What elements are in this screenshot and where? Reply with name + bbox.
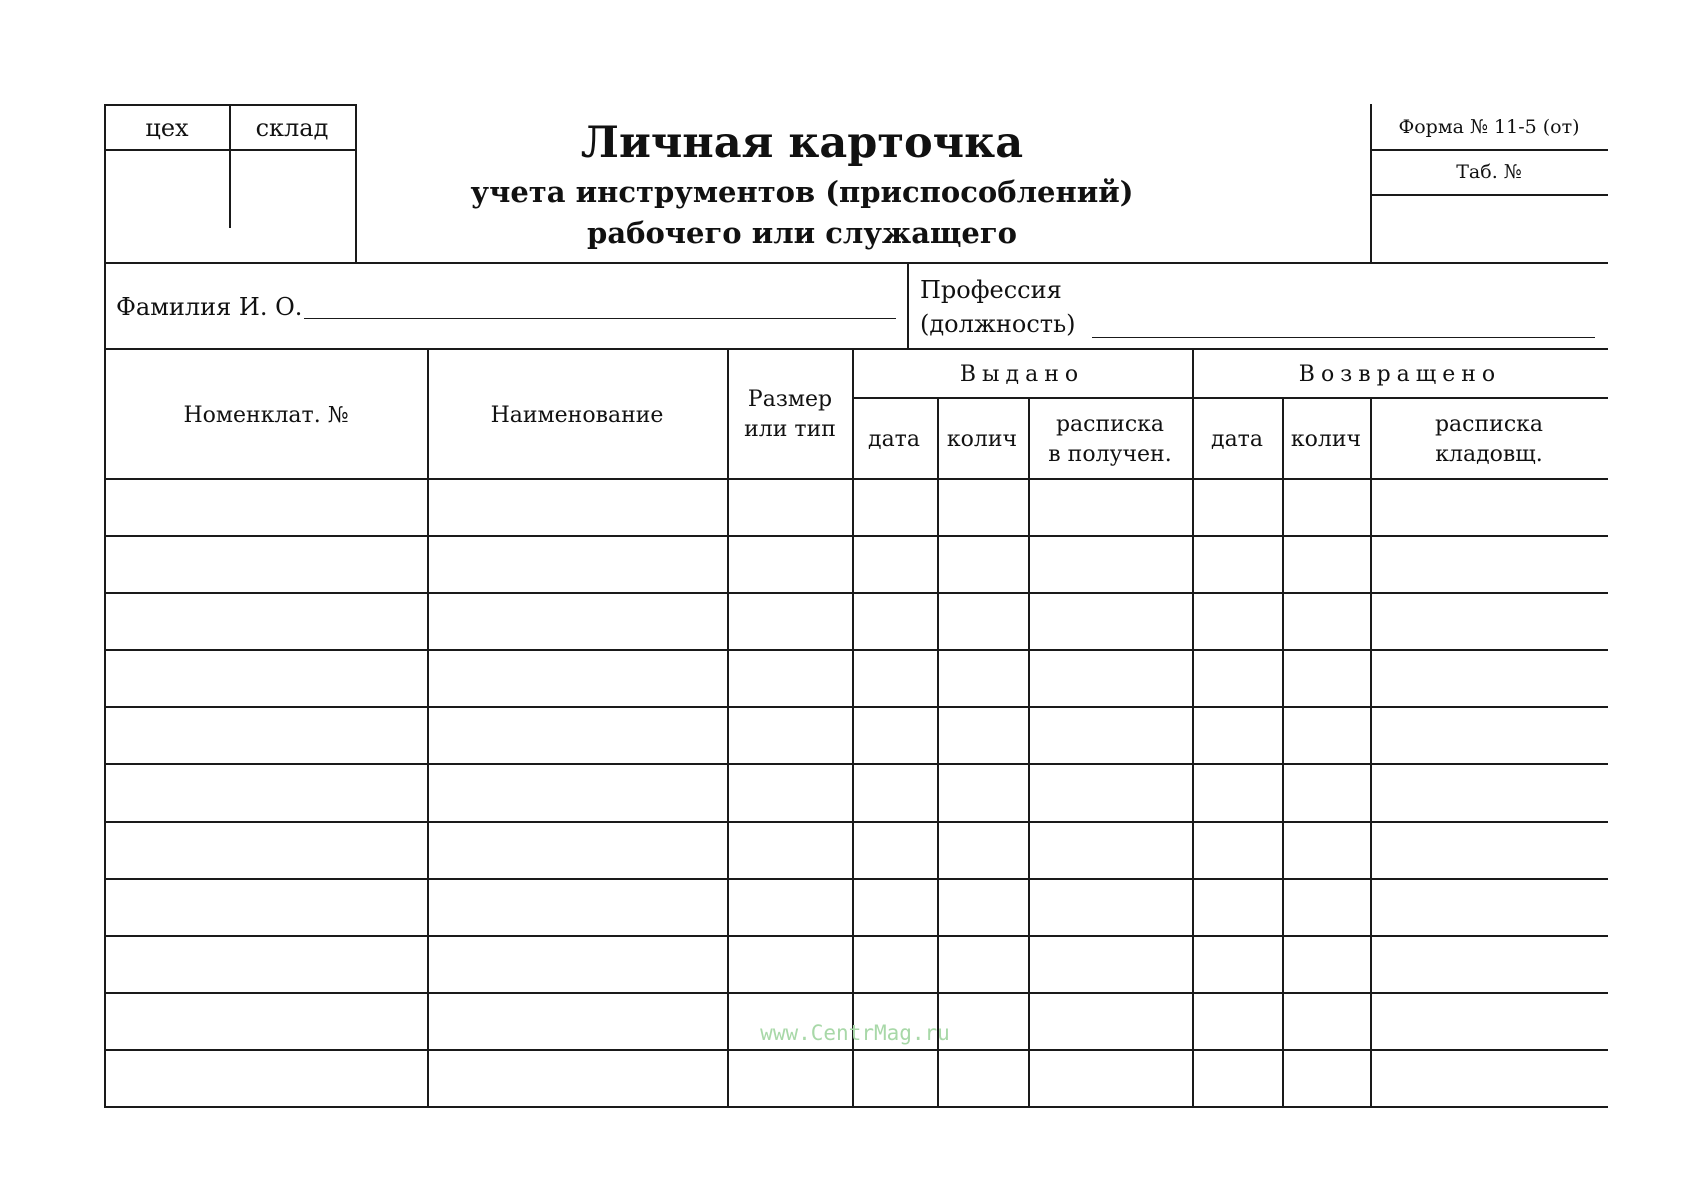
table-cell[interactable] [939, 708, 1026, 761]
group-returned: Возвращено [1298, 362, 1502, 387]
table-cell[interactable] [1194, 708, 1280, 761]
table-cell[interactable] [729, 708, 850, 761]
table-cell[interactable] [729, 880, 850, 933]
table-cell[interactable] [429, 594, 725, 647]
table-cell[interactable] [429, 537, 725, 590]
table-cell[interactable] [1194, 1051, 1280, 1104]
table-cell[interactable] [1030, 823, 1190, 876]
table-cell[interactable] [939, 765, 1026, 818]
table-cell[interactable] [1284, 594, 1368, 647]
table-cell[interactable] [1284, 937, 1368, 990]
profession-field[interactable] [1092, 337, 1595, 338]
table-cell[interactable] [1372, 1051, 1606, 1104]
returned-receipt-line2: кладовщ. [1435, 442, 1543, 467]
table-cell[interactable] [854, 594, 935, 647]
table-cell[interactable] [1194, 994, 1280, 1047]
table-cell[interactable] [429, 937, 725, 990]
table-cell[interactable] [106, 480, 425, 533]
table-cell[interactable] [729, 537, 850, 590]
table-cell[interactable] [1372, 537, 1606, 590]
table-cell[interactable] [1372, 823, 1606, 876]
table-cell[interactable] [1372, 880, 1606, 933]
page-title: Личная карточка [580, 118, 1024, 168]
table-cell[interactable] [729, 765, 850, 818]
table-cell[interactable] [729, 480, 850, 533]
table-cell[interactable] [1284, 880, 1368, 933]
table-cell[interactable] [729, 823, 850, 876]
table-cell[interactable] [106, 708, 425, 761]
table-cell[interactable] [429, 708, 725, 761]
table-cell[interactable] [854, 1051, 935, 1104]
table-cell[interactable] [1284, 708, 1368, 761]
table-cell[interactable] [1372, 937, 1606, 990]
table-cell[interactable] [939, 994, 1026, 1047]
table-cell[interactable] [729, 651, 850, 704]
table-cell[interactable] [106, 537, 425, 590]
table-cell[interactable] [1030, 994, 1190, 1047]
page-subtitle-line2: рабочего или служащего [587, 216, 1017, 250]
table-cell[interactable] [854, 937, 935, 990]
table-cell[interactable] [1372, 994, 1606, 1047]
table-cell[interactable] [1030, 765, 1190, 818]
issued-receipt-line1: расписка [1055, 412, 1165, 437]
table-cell[interactable] [1030, 1051, 1190, 1104]
tab-number-label: Таб. № [1456, 161, 1522, 183]
table-cell[interactable] [1284, 651, 1368, 704]
table-cell[interactable] [939, 651, 1026, 704]
table-cell[interactable] [106, 1051, 425, 1104]
col-size-line1: Размер [747, 387, 833, 412]
table-cell[interactable] [1284, 537, 1368, 590]
table-cell[interactable] [429, 1051, 725, 1104]
table-cell[interactable] [1030, 480, 1190, 533]
table-cell[interactable] [939, 937, 1026, 990]
table-cell[interactable] [1372, 708, 1606, 761]
table-cell[interactable] [1194, 823, 1280, 876]
table-cell[interactable] [106, 594, 425, 647]
table-cell[interactable] [1194, 937, 1280, 990]
page-subtitle-line1: учета инструментов (приспособлений) [470, 175, 1134, 209]
watermark: www.CentrMag.ru [760, 1021, 950, 1045]
table-cell[interactable] [1194, 480, 1280, 533]
table-cell[interactable] [939, 594, 1026, 647]
full-name-field[interactable] [304, 318, 896, 319]
table-cell[interactable] [1194, 594, 1280, 647]
issued-date: дата [868, 427, 920, 452]
table-cell[interactable] [429, 651, 725, 704]
profession-label-line1: Профессия [920, 276, 1062, 304]
table-cell[interactable] [854, 880, 935, 933]
table-cell[interactable] [854, 708, 935, 761]
table-cell[interactable] [854, 765, 935, 818]
table-cell[interactable] [1284, 480, 1368, 533]
table-cell[interactable] [939, 537, 1026, 590]
table-cell[interactable] [1030, 537, 1190, 590]
returned-qty: колич [1290, 427, 1362, 452]
table-cell[interactable] [1372, 651, 1606, 704]
table-cell[interactable] [1372, 594, 1606, 647]
col-size-line2: или тип [744, 417, 836, 442]
table-cell[interactable] [939, 1051, 1026, 1104]
table-cell[interactable] [854, 480, 935, 533]
table-cell[interactable] [429, 765, 725, 818]
workshop-label: цех [145, 114, 189, 142]
profession-label-line2: (должность) [920, 310, 1076, 338]
table-cell[interactable] [1194, 537, 1280, 590]
table-cell[interactable] [939, 880, 1026, 933]
table-cell[interactable] [1284, 823, 1368, 876]
col-nomenclature: Номенклат. № [183, 403, 349, 428]
table-cell[interactable] [1030, 708, 1190, 761]
table-cell[interactable] [1030, 594, 1190, 647]
table-cell[interactable] [729, 594, 850, 647]
table-cell[interactable] [1372, 765, 1606, 818]
table-cell[interactable] [1194, 651, 1280, 704]
table-cell[interactable] [106, 823, 425, 876]
table-cell[interactable] [106, 994, 425, 1047]
table-cell[interactable] [1372, 480, 1606, 533]
table-cell[interactable] [1194, 880, 1280, 933]
table-cell[interactable] [429, 880, 725, 933]
table-cell[interactable] [1194, 765, 1280, 818]
table-cell[interactable] [429, 823, 725, 876]
table-cell[interactable] [106, 765, 425, 818]
table-cell[interactable] [729, 1051, 850, 1104]
table-cell[interactable] [429, 480, 725, 533]
table-cell[interactable] [1030, 937, 1190, 990]
table-cell[interactable] [854, 823, 935, 876]
col-name: Наименование [490, 403, 664, 428]
table-cell[interactable] [939, 480, 1026, 533]
table-cell[interactable] [854, 537, 935, 590]
warehouse-label: склад [255, 114, 329, 142]
table-cell[interactable] [1284, 994, 1368, 1047]
table-cell[interactable] [939, 823, 1026, 876]
table-cell[interactable] [106, 937, 425, 990]
issued-receipt-line2: в получен. [1048, 442, 1172, 467]
table-cell[interactable] [854, 651, 935, 704]
table-cell[interactable] [106, 651, 425, 704]
table-cell[interactable] [729, 937, 850, 990]
table-cell[interactable] [429, 994, 725, 1047]
table-cell[interactable] [1284, 765, 1368, 818]
returned-receipt-line1: расписка [1434, 412, 1544, 437]
group-issued: Выдано [959, 362, 1085, 387]
form-number: Форма № 11-5 (от) [1398, 116, 1580, 138]
table-cell[interactable] [1030, 880, 1190, 933]
table-cell[interactable] [106, 880, 425, 933]
full-name-label: Фамилия И. О. [116, 293, 303, 321]
returned-date: дата [1211, 427, 1263, 452]
table-cell[interactable] [1284, 1051, 1368, 1104]
issued-qty: колич [946, 427, 1018, 452]
table-cell[interactable] [1030, 651, 1190, 704]
